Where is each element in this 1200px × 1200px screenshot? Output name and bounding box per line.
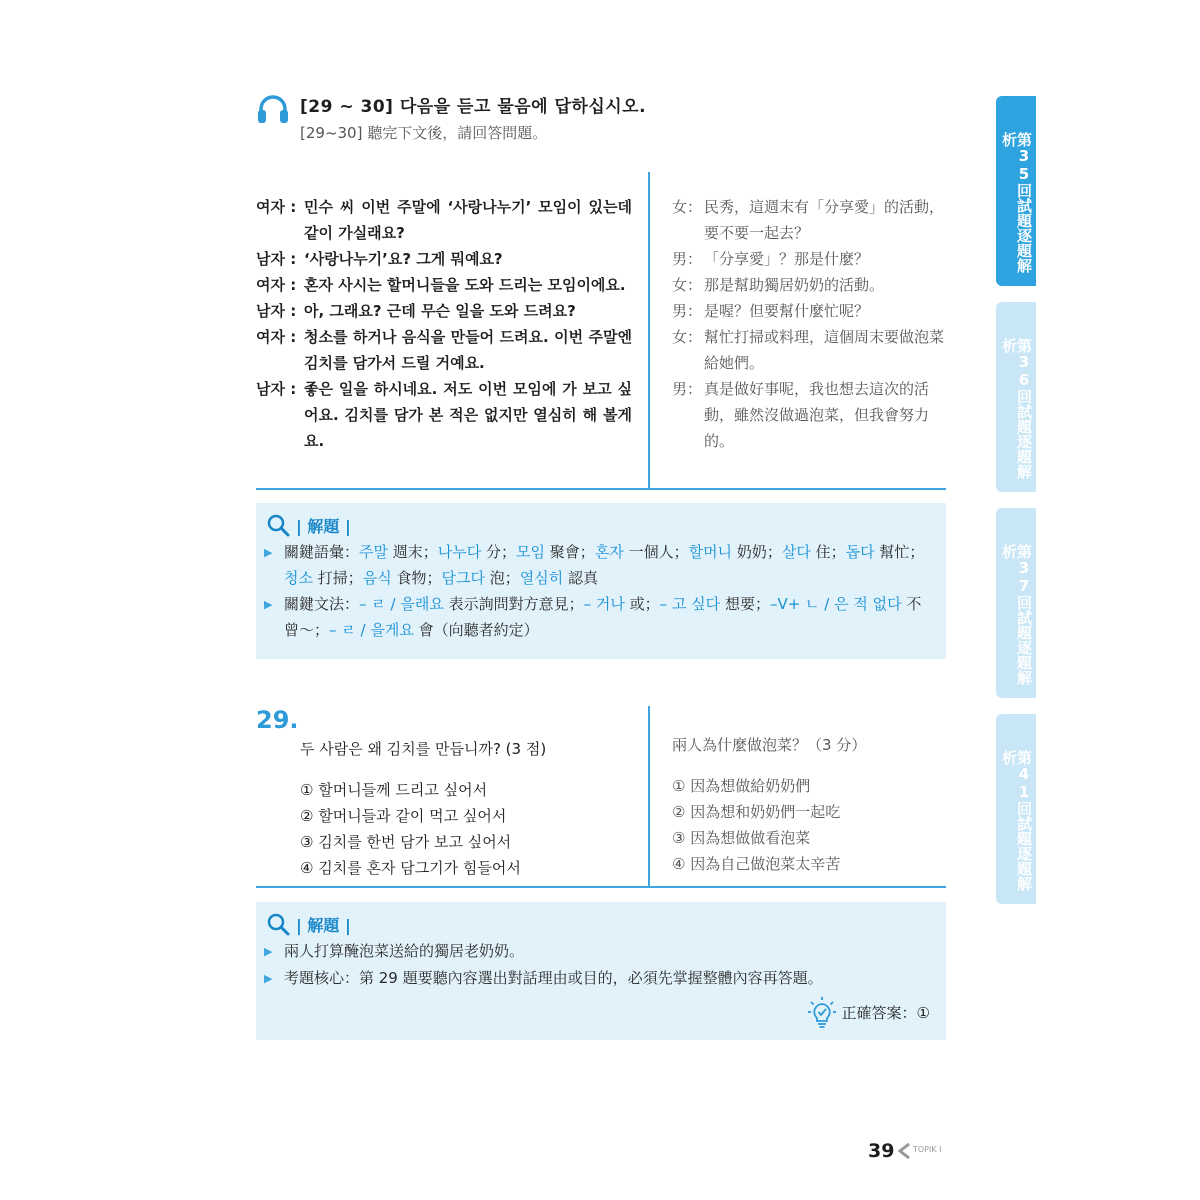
option-zh: ① 因為想做給奶奶們 <box>672 777 811 795</box>
grammar-zh: 想要； <box>720 595 770 613</box>
grammar-zh: 不曾～； <box>284 595 922 639</box>
dialog-line <box>672 246 952 272</box>
dialog-line <box>256 194 632 246</box>
question-stem-ko: 두 사람은 왜 김치를 만듭니까? (3 점) <box>300 740 547 758</box>
brand-label: TOPIK I <box>913 1145 942 1154</box>
vocab-ko: 할머니 <box>688 543 733 561</box>
bullet-arrow-icon: ▶ <box>264 546 273 559</box>
speaker-label: 男： <box>672 302 703 320</box>
dialog-line <box>256 324 632 376</box>
question-korean <box>300 738 640 881</box>
vocab-zh: 泡； <box>485 569 520 587</box>
section-underline <box>256 488 946 490</box>
option-ko: ② 할머니들과 같이 먹고 싶어서 <box>300 807 507 825</box>
magnifier-icon <box>266 513 290 537</box>
dialog-line <box>672 272 952 298</box>
bullet-arrow-icon: ▶ <box>264 598 273 611</box>
option-zh: ③ 因為想做做看泡菜 <box>672 829 811 847</box>
dialog-line <box>672 298 952 324</box>
vocab-ko: 담그다 <box>441 569 486 587</box>
column-divider <box>648 172 650 488</box>
vocab-ko: 주말 <box>359 543 388 561</box>
vocab-ko: 음식 <box>362 569 392 587</box>
speaker-label: 남자 : <box>256 380 297 398</box>
grammar-zh: 或； <box>624 595 660 613</box>
dialog-text: 혼자 사시는 할머니들을 도와 드리는 모임이에요. <box>304 276 626 294</box>
speaker-label: 女： <box>672 198 703 216</box>
dialog-line <box>672 194 952 246</box>
dialog-chinese <box>672 194 952 454</box>
grammar-ko: – 거나 <box>583 595 625 613</box>
section-underline <box>256 886 946 888</box>
vocab-zh: 住； <box>810 543 846 561</box>
vocab-ko: 나누다 <box>437 543 482 561</box>
grammar-ko: – ㄹ / 을게요 <box>329 621 414 639</box>
answer-text: 正確答案：① <box>841 1003 930 1022</box>
option-zh: ④ 因為自己做泡菜太辛苦 <box>672 855 841 873</box>
explanation-header <box>266 513 351 537</box>
vocab-zh: 聚會； <box>545 543 595 561</box>
vocab-zh: 打掃； <box>312 569 363 587</box>
tab-round-35[interactable] <box>996 96 1036 286</box>
speaker-label: 여자 : <box>256 198 297 216</box>
vocab-ko: 혼자 <box>594 543 624 561</box>
bullet-text: 兩人打算醃泡菜送給的獨居老奶奶。 <box>284 942 525 960</box>
speaker-label: 女： <box>672 328 703 346</box>
dialog-line <box>672 376 952 454</box>
option-zh: ② 因為想和奶奶們一起吃 <box>672 803 841 821</box>
correct-answer <box>808 996 930 1028</box>
dialog-section <box>256 172 946 490</box>
bullet-text: 考題核心：第 29 題要聽內容選出對話理由或目的，必須先掌握整體內容再答題。 <box>284 969 823 987</box>
tab-round-37[interactable] <box>996 508 1036 698</box>
grammar-ko: – 고 싶다 <box>659 595 721 613</box>
question-stem-zh: 兩人為什麼做泡菜？（3 分） <box>672 736 867 754</box>
question-29 <box>256 706 946 888</box>
dialog-text: 那是幫助獨居奶奶的活動。 <box>704 276 885 294</box>
vocab-ko: 돕다 <box>845 543 875 561</box>
speaker-label: 여자 : <box>256 276 297 294</box>
tab-round-41[interactable] <box>996 714 1036 904</box>
tab-round-36[interactable] <box>996 302 1036 492</box>
bullet-grammar <box>264 591 936 643</box>
instruction-ko: [29 ~ 30] 다음을 듣고 물음에 답하십시오. <box>300 97 647 117</box>
vocab-zh: 一個人； <box>623 543 689 561</box>
option-ko: ① 할머니들께 드리고 싶어서 <box>300 781 488 799</box>
dialog-line <box>256 376 632 454</box>
dialog-text: 청소를 하거나 음식을 만들어 드려요. 이번 주말엔 김치를 담가서 드릴 거예요. <box>304 328 632 372</box>
dialog-text: 是喔？但要幫什麼忙呢？ <box>704 302 870 320</box>
headphones-icon <box>256 94 290 124</box>
question-number: 29. <box>256 706 299 734</box>
vocab-ko: 열심히 <box>519 569 564 587</box>
dialog-korean <box>256 194 632 454</box>
explanation-title: | 解題 | <box>296 516 351 536</box>
dialog-text: 真是做好事呢，我也想去這次的活動，雖然沒做過泡菜，但我會努力的。 <box>704 380 930 450</box>
vocab-list <box>284 539 936 591</box>
explanation-title: | 解題 | <box>296 915 351 935</box>
speaker-label: 여자 : <box>256 328 297 346</box>
dialog-text: 아, 그래요? 근데 무슨 일을 도와 드려요? <box>304 302 576 320</box>
grammar-zh: 會（向聽者約定） <box>413 621 539 639</box>
explanation-box-vocab <box>256 503 946 659</box>
vocab-zh: 幫忙； <box>874 543 925 561</box>
explanation-box-answer <box>256 902 946 1040</box>
bullet-vocab <box>264 539 936 591</box>
column-divider <box>648 706 650 886</box>
dialog-text: 民秀，這週末有「分享愛」的活動，要不要一起去？ <box>704 198 945 242</box>
tab-label: 第36回試題逐題解析 <box>1000 338 1033 479</box>
instruction-zh: [29~30] 聽完下文後，請回答問題。 <box>300 124 548 142</box>
grammar-label: 關鍵文法： <box>284 595 360 613</box>
chevron-left-icon <box>897 1143 911 1159</box>
speaker-label: 남자 : <box>256 302 297 320</box>
dialog-line <box>672 324 952 376</box>
dialog-text: 「分享愛」？那是什麼？ <box>704 250 870 268</box>
dialog-text: ‘사랑나누기’요? 그게 뭐예요? <box>304 250 503 268</box>
explanation-header <box>266 912 351 936</box>
dialog-text: 좋은 일을 하시네요. 저도 이번 모임에 가 보고 싶어요. 김치를 담가 본 적은 없지만 열심히 해 볼게요. <box>304 380 632 450</box>
vocab-zh: 認真 <box>563 569 599 587</box>
bullet-summary <box>264 938 936 965</box>
magnifier-icon <box>266 912 290 936</box>
bullet-core <box>264 965 936 992</box>
vocab-zh: 週末； <box>388 543 438 561</box>
vocab-label: 關鍵語彙： <box>284 543 360 561</box>
tab-label: 第35回試題逐題解析 <box>1000 132 1033 273</box>
bullet-arrow-icon: ▶ <box>264 972 273 985</box>
dialog-line <box>256 272 632 298</box>
grammar-zh: 表示詢問對方意見； <box>443 595 584 613</box>
explanation-bullets <box>264 938 936 992</box>
bullet-arrow-icon: ▶ <box>264 945 273 958</box>
vocab-ko: 청소 <box>284 569 313 587</box>
option-ko: ④ 김치를 혼자 담그기가 힘들어서 <box>300 859 521 877</box>
dialog-text: 幫忙打掃或料理，這個周末要做泡菜給她們。 <box>704 328 945 372</box>
vocab-ko: 모임 <box>516 543 546 561</box>
dialog-text: 민수 씨 이번 주말에 ‘사랑나누기’ 모임이 있는데 같이 가실래요? <box>304 198 632 242</box>
page-number: 39 <box>868 1140 895 1162</box>
grammar-list <box>284 591 936 643</box>
question-chinese <box>672 734 952 877</box>
dialog-line <box>256 246 632 272</box>
tab-label: 第37回試題逐題解析 <box>1000 544 1033 685</box>
vocab-zh: 食物； <box>391 569 442 587</box>
grammar-ko: – ㄹ / 을래요 <box>359 595 444 613</box>
speaker-label: 女： <box>672 276 703 294</box>
tab-label: 第41回試題逐題解析 <box>1000 750 1033 891</box>
vocab-zh: 分； <box>481 543 517 561</box>
speaker-label: 남자 : <box>256 250 297 268</box>
vocab-ko: 살다 <box>781 543 811 561</box>
grammar-ko: –V+ ㄴ / 은 적 없다 <box>769 595 902 613</box>
vocab-zh: 奶奶； <box>732 543 782 561</box>
explanation-bullets <box>264 539 936 643</box>
dialog-line <box>256 298 632 324</box>
lightbulb-icon <box>808 996 836 1028</box>
speaker-label: 男： <box>672 380 703 398</box>
speaker-label: 男： <box>672 250 703 268</box>
option-ko: ③ 김치를 한번 담가 보고 싶어서 <box>300 833 512 851</box>
